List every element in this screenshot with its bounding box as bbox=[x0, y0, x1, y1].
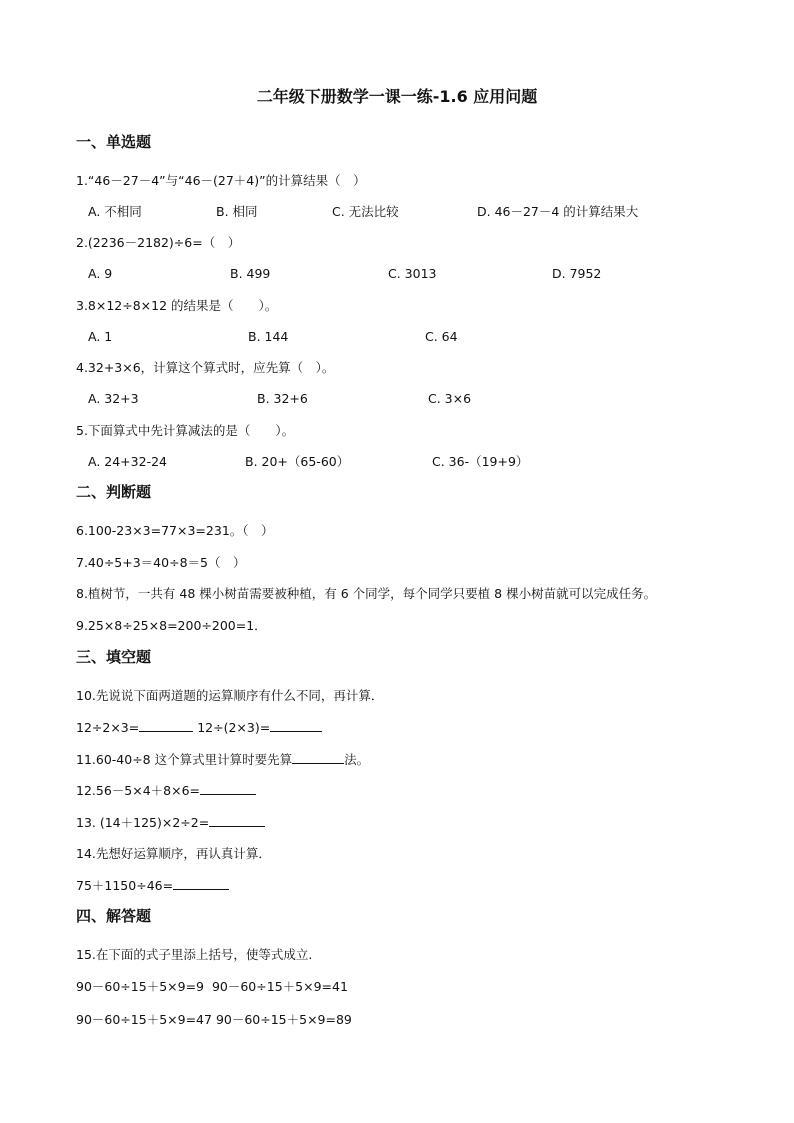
question-8: 8.植树节，一共有 48 棵小树苗需要被种植，有 6 个同学，每个同学只要植 8 棵小树苗就可以完成任务。 bbox=[76, 586, 657, 601]
question-13-expression: 13. (14＋125)×2÷2= bbox=[76, 815, 210, 830]
question-15-equation-1: 90－60÷15＋5×9=9 bbox=[76, 979, 204, 994]
question-13 bbox=[76, 814, 265, 832]
section-heading-true-false: 二、判断题 bbox=[76, 483, 152, 501]
question-6: 6.100-23×3=77×3=231。（ ） bbox=[76, 523, 274, 538]
answer-blank[interactable] bbox=[173, 877, 229, 890]
question-5-option-a: A. 24+32-24 bbox=[88, 454, 167, 469]
question-5-option-b: B. 20+（65-60） bbox=[245, 454, 350, 469]
question-5-stem: 5.下面算式中先计算减法的是（ ）。 bbox=[76, 423, 295, 438]
answer-blank[interactable] bbox=[139, 719, 193, 732]
question-11-text-after: 法。 bbox=[344, 752, 370, 767]
question-15-line-1 bbox=[76, 978, 348, 996]
question-3-option-c: C. 64 bbox=[425, 329, 458, 344]
question-2-option-d: D. 7952 bbox=[552, 266, 602, 281]
question-10-expressions bbox=[76, 719, 322, 737]
question-10-part-2: 12÷(2×3)= bbox=[197, 720, 271, 735]
question-5-option-c: C. 36-（19+9） bbox=[432, 454, 529, 469]
question-4-option-b: B. 32+6 bbox=[257, 391, 308, 406]
question-1-stem: 1.“46－27－4”与“46－(27＋4)”的计算结果（ ） bbox=[76, 173, 366, 188]
answer-blank[interactable] bbox=[209, 814, 265, 827]
question-12 bbox=[76, 782, 256, 800]
question-11-text-before: 11.60-40÷8 这个算式里计算时要先算 bbox=[76, 752, 293, 767]
question-2-option-b: B. 499 bbox=[230, 266, 271, 281]
question-1-option-b: B. 相同 bbox=[216, 204, 258, 219]
question-7: 7.40÷5+3＝40÷8＝5（ ） bbox=[76, 555, 246, 570]
question-10-stem: 10.先说说下面两道题的运算顺序有什么不同，再计算． bbox=[76, 688, 384, 703]
section-heading-problems: 四、解答题 bbox=[76, 907, 152, 925]
question-15-equation-4: 90－60÷15＋5×9=89 bbox=[215, 1012, 352, 1027]
question-1-option-a: A. 不相同 bbox=[88, 204, 142, 219]
answer-blank[interactable] bbox=[270, 719, 322, 732]
question-14-stem: 14.先想好运算顺序，再认真计算． bbox=[76, 846, 271, 861]
answer-blank[interactable] bbox=[292, 751, 344, 764]
question-14-expression: 75＋1150÷46= bbox=[76, 878, 174, 893]
question-2-stem: 2.(2236－2182)÷6=（ ） bbox=[76, 235, 241, 250]
question-1-option-d: D. 46－27－4 的计算结果大 bbox=[477, 204, 639, 219]
answer-blank[interactable] bbox=[200, 782, 256, 795]
section-heading-fill-in: 三、填空题 bbox=[76, 648, 152, 666]
question-3-option-a: A. 1 bbox=[88, 329, 113, 344]
question-4-stem: 4.32+3×6，计算这个算式时，应先算（ ）。 bbox=[76, 360, 335, 375]
question-15-equation-2: 90－60÷15＋5×9=41 bbox=[211, 979, 348, 994]
question-4-option-a: A. 32+3 bbox=[88, 391, 139, 406]
question-1-option-c: C. 无法比较 bbox=[332, 204, 399, 219]
question-15-equation-3: 90－60÷15＋5×9=47 bbox=[76, 1012, 212, 1027]
question-15-stem: 15.在下面的式子里添上括号，使等式成立. bbox=[76, 947, 313, 962]
question-14-expression-line bbox=[76, 877, 229, 895]
question-2-option-c: C. 3013 bbox=[388, 266, 437, 281]
question-3-option-b: B. 144 bbox=[248, 329, 289, 344]
question-11 bbox=[76, 751, 369, 769]
question-4-option-c: C. 3×6 bbox=[428, 391, 472, 406]
question-9: 9.25×8÷25×8=200÷200=1． bbox=[76, 618, 267, 633]
question-15-line-2 bbox=[76, 1011, 352, 1029]
question-2-option-a: A. 9 bbox=[88, 266, 113, 281]
page-title: 二年级下册数学一课一练-1.6 应用问题 bbox=[256, 87, 538, 106]
question-10-part-1: 12÷2×3= bbox=[76, 720, 140, 735]
question-3-stem: 3.8×12÷8×12 的结果是（ ）。 bbox=[76, 298, 278, 313]
section-heading-single-choice: 一、单选题 bbox=[76, 133, 152, 151]
question-12-expression: 12.56－5×4＋8×6= bbox=[76, 783, 201, 798]
